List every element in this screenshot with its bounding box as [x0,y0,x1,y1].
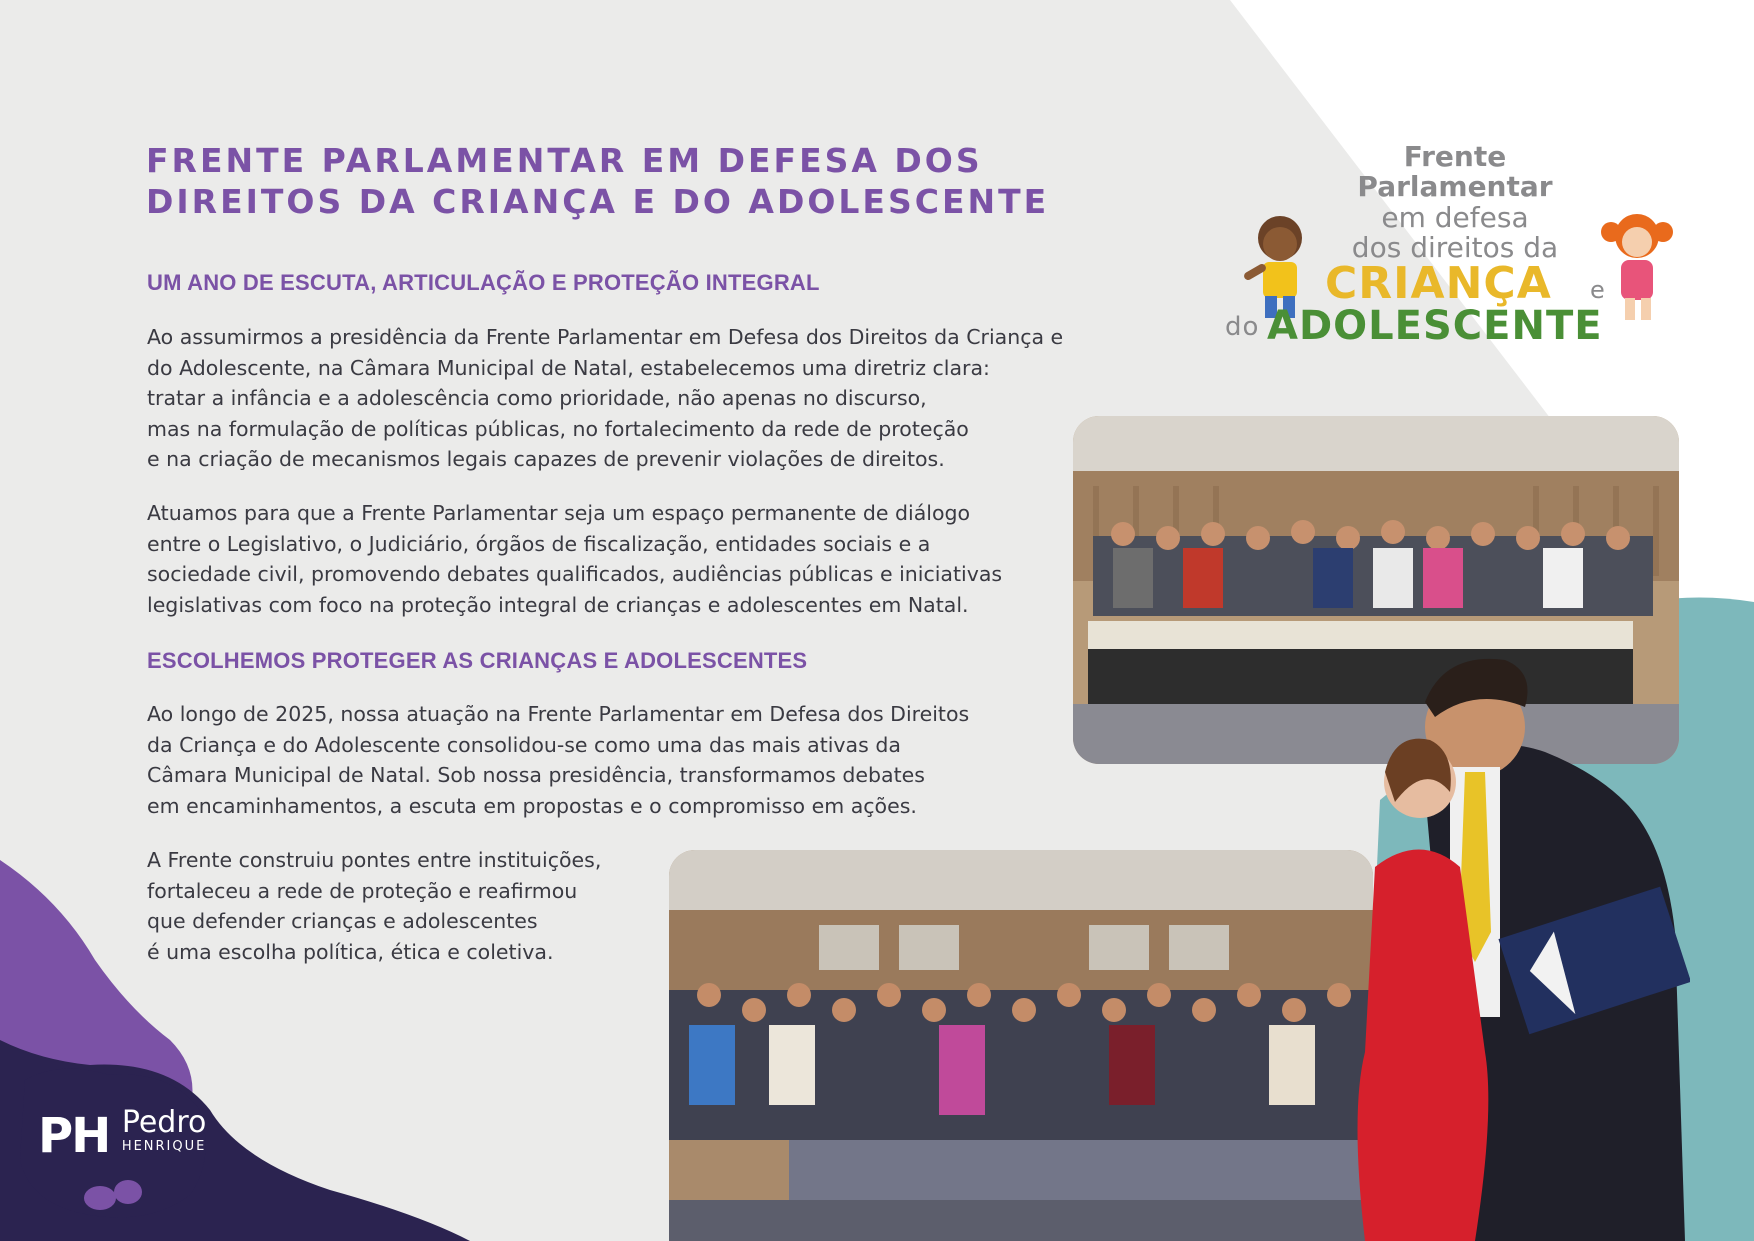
text-line: do Adolescente, na Câmara Municipal de Natal, estabelecemos uma diretriz clara: [147,355,990,380]
section1-paragraph1 [147,322,1063,475]
text-line: sociedade civil, promovendo debates qualificados, audiências públicas e iniciativas [147,562,1003,587]
section2-paragraph1 [147,699,969,821]
frente-parlamentar-logo [1225,140,1685,365]
text-line: Ao assumirmos a presidência da Frente Parlamentar em Defesa dos Direitos da Criança e [147,325,1064,349]
text-line: A Frente construiu pontes entre instituições, [147,848,602,872]
section1-heading: UM ANO DE ESCUTA, ARTICULAÇÃO E PROTEÇÃO INTEGRAL [147,270,820,295]
page-title-line2: DIREITOS DA CRIANÇA E DO ADOLESCENTE [146,182,1050,221]
text-line: é uma escolha política, ética e coletiva. [147,939,554,964]
logo-word-crianca: CRIANÇA [1325,258,1552,309]
girl-character-illustration [1597,210,1677,330]
text-line: Atuamos para que a Frente Parlamentar seja um espaço permanente de diálogo [147,501,971,525]
logo-line1: Frente [1403,140,1507,173]
people-group [669,983,1373,1140]
text-line: Câmara Municipal de Natal. Sob nossa presidência, transformamos debates [147,763,925,788]
text-line: mas na formulação de políticas públicas, no fortalecimento da rede de proteção [147,416,969,441]
text-line: fortaleceu a rede de proteção e reafirmou [147,878,578,903]
brand-initials: PH [38,1108,110,1164]
logo-line4: dos direitos da [1351,231,1559,264]
text-line: legislativas com foco na proteção integral de crianças e adolescentes em Natal. [147,592,969,617]
group-photo-plenary-2 [669,850,1373,1241]
text-line: Ao longo de 2025, nossa atuação na Frente Parlamentar em Defesa dos Direitos [147,702,970,726]
brand-surname: HENRIQUE [121,1139,207,1154]
text-line: e na criação de mecanismos legais capazes de prevenir violações de direitos. [147,447,945,472]
section2-heading: ESCOLHEMOS PROTEGER AS CRIANÇAS E ADOLESCENTES [147,648,808,673]
section1-paragraph2 [147,498,1002,620]
section2-paragraph2 [147,845,601,967]
text-line: da Criança e do Adolescente consolidou-se como uma das mais ativas da [147,732,901,757]
logo-conj: e [1590,276,1606,304]
finger-shape [114,1180,142,1204]
page-title-line1: FRENTE PARLAMENTAR EM DEFESA DOS [146,141,983,180]
logo-line3: em defesa [1381,201,1529,234]
text-line: em encaminhamentos, a escuta em propostas e o compromisso em ações. [147,793,917,818]
finger-shape [84,1186,116,1210]
text-line: que defender crianças e adolescentes [147,909,538,934]
text-line: entre o Legislativo, o Judiciário, órgãos de fiscalização, entidades sociais e a [147,531,931,556]
logo-word-adolescente: ADOLESCENTE [1267,303,1603,349]
logo-line2: Parlamentar [1357,170,1553,203]
photo-illustration [669,850,1373,1241]
councillor-with-girl-photo [1345,632,1690,1241]
brand-logo [38,1105,207,1164]
brand-name: Pedro [121,1105,207,1140]
page-title [146,140,1146,222]
logo-prefix: do [1225,312,1260,342]
text-line: tratar a infância e a adolescência como prioridade, não apenas no discurso, [147,386,927,411]
